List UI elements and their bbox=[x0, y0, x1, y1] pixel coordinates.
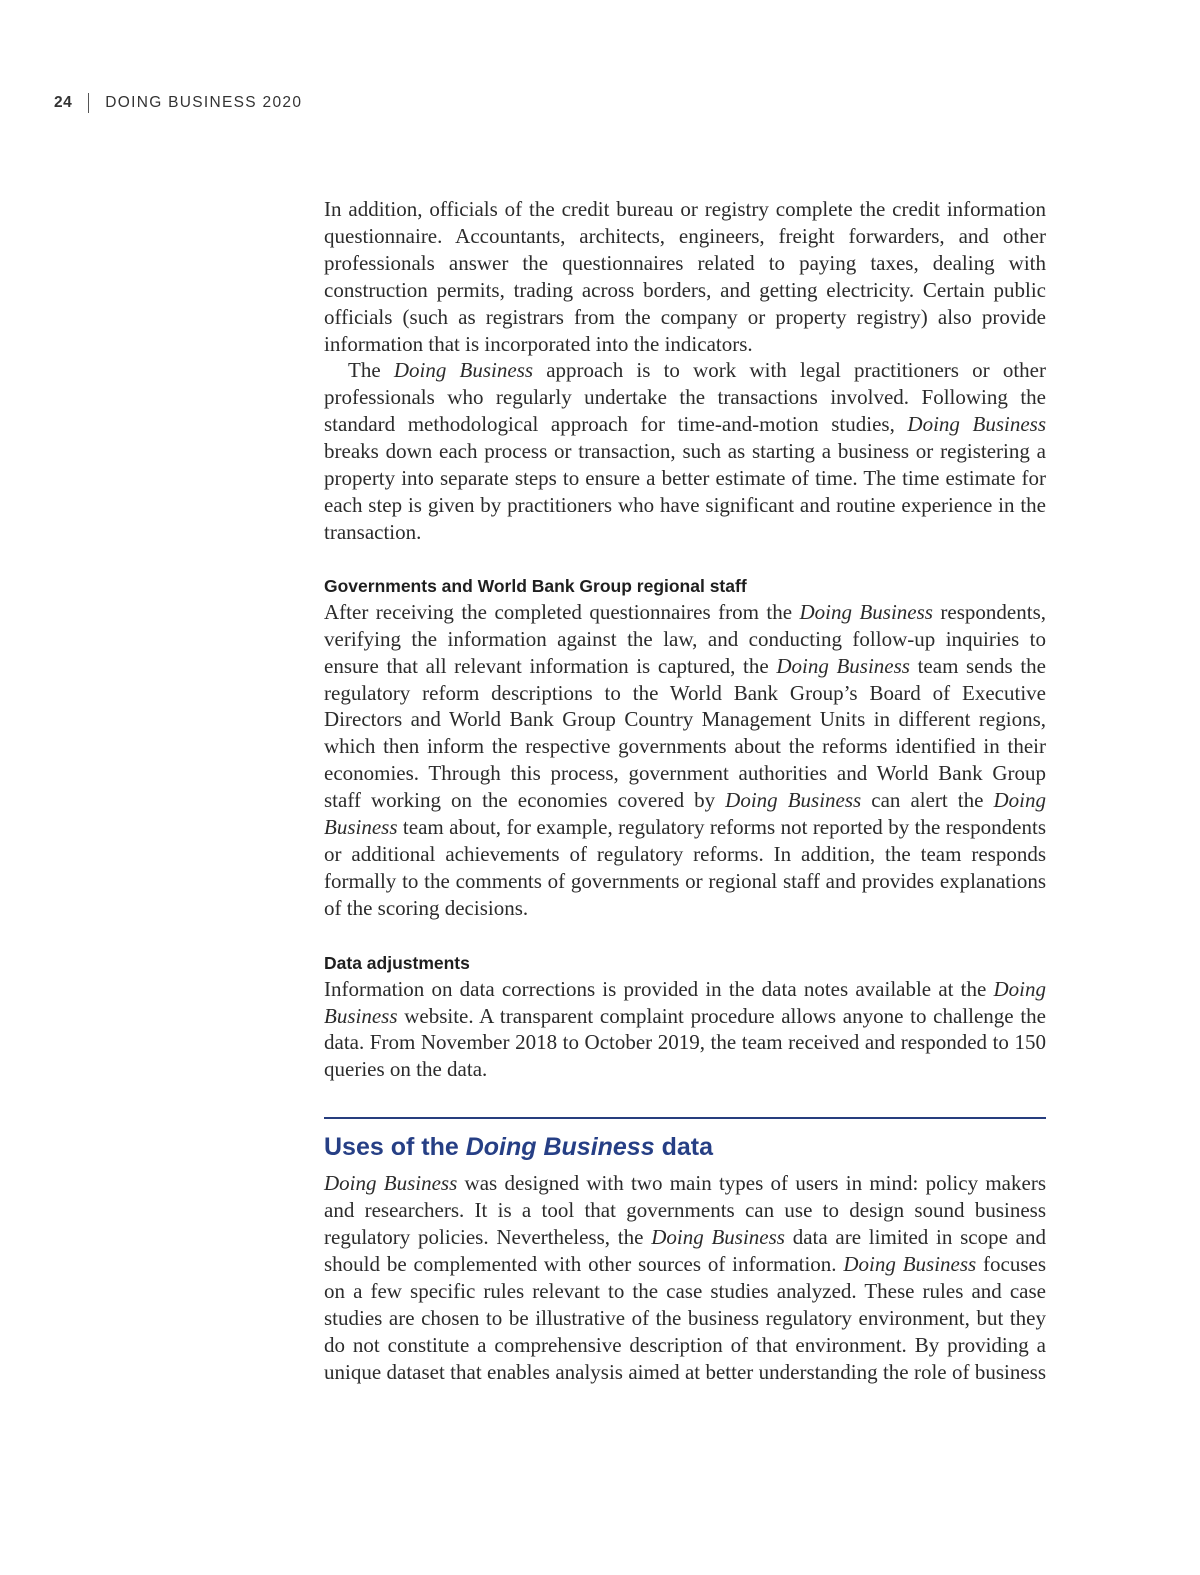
paragraph-governments: After receiving the completed questionnaires from the Doing Business respondents, verifying the information against the law, and conducting follow-up inquiries to ensure that all relevant information is captured, the Doing Business team sends the regulatory reform descriptions to the World Bank Group’s Board of Executive Directors and World Bank Group Country Management Units in different regions, which then inform the respective governments about the reforms identified in their economies. Through this process, government authorities and World Bank Group staff working on the economies covered by Doing Business can alert the Doing Business team about, for example, regulatory reforms not reported by the respondents or additional achievements of regulatory reforms. In addition, the team responds formally to the comments of governments or regional staff and provides explanations of the scoring decisions. bbox=[324, 599, 1047, 920]
section-title-uses: Uses of the Doing Business data bbox=[324, 1133, 713, 1162]
main-text bbox=[324, 196, 1046, 1386]
running-header bbox=[54, 93, 302, 113]
paragraph-credit-bureau: In addition, officials of the credit bureau or registry complete the credit information questionnaire. Accountants, architects, engineers, freight forwarders, and other professionals answer the questionnaires related to paying taxes, dealing with construction permits, trading across borders, and getting electricity. Certain public officials (such as registrars from the company or property registry) also provide information that is incorporated into the indicators. bbox=[324, 197, 1046, 356]
subheading-governments: Governments and World Bank Group regional staff bbox=[324, 575, 747, 596]
paragraph-data-adjustments: Information on data corrections is provided in the data notes available at the Doing Business website. A transparent complaint procedure allows anyone to challenge the data. From November 2018 to October 2019, the team received and responded to 150 queries on the data. bbox=[324, 976, 1046, 1082]
subheading-data-adjustments: Data adjustments bbox=[324, 952, 470, 973]
page-number: 24 bbox=[54, 94, 73, 111]
running-title: DOING BUSINESS 2020 bbox=[105, 94, 303, 111]
paragraph-approach: The Doing Business approach is to work with legal practitioners or other professionals who regularly undertake the transactions involved. Following the standard methodological approach for time-and-motion studies, Doing Business breaks down each process or transaction, such as starting a business or registering a property into separate steps to ensure a better estimate of time. The time estimate for each step is given by practitioners who have significant and routine experience in the transaction. bbox=[324, 358, 1047, 544]
paragraph-uses: Doing Business was designed with two main types of users in mind: policy makers and researchers. It is a tool that governments can use to design sound business regulatory policies. Nevertheless, the Doing Business data are limited in scope and should be complemented with other sources of information. Doing Business focuses on a few specific rules relevant to the case studies analyzed. These rules and case studies are chosen to be illustrative of the business regulatory environment, but they do not constitute a comprehensive description of that environment. By providing a unique dataset that enables analysis aimed at better understanding the role of business bbox=[324, 1171, 1047, 1384]
section-divider bbox=[324, 1117, 1046, 1119]
header-divider bbox=[88, 93, 89, 113]
